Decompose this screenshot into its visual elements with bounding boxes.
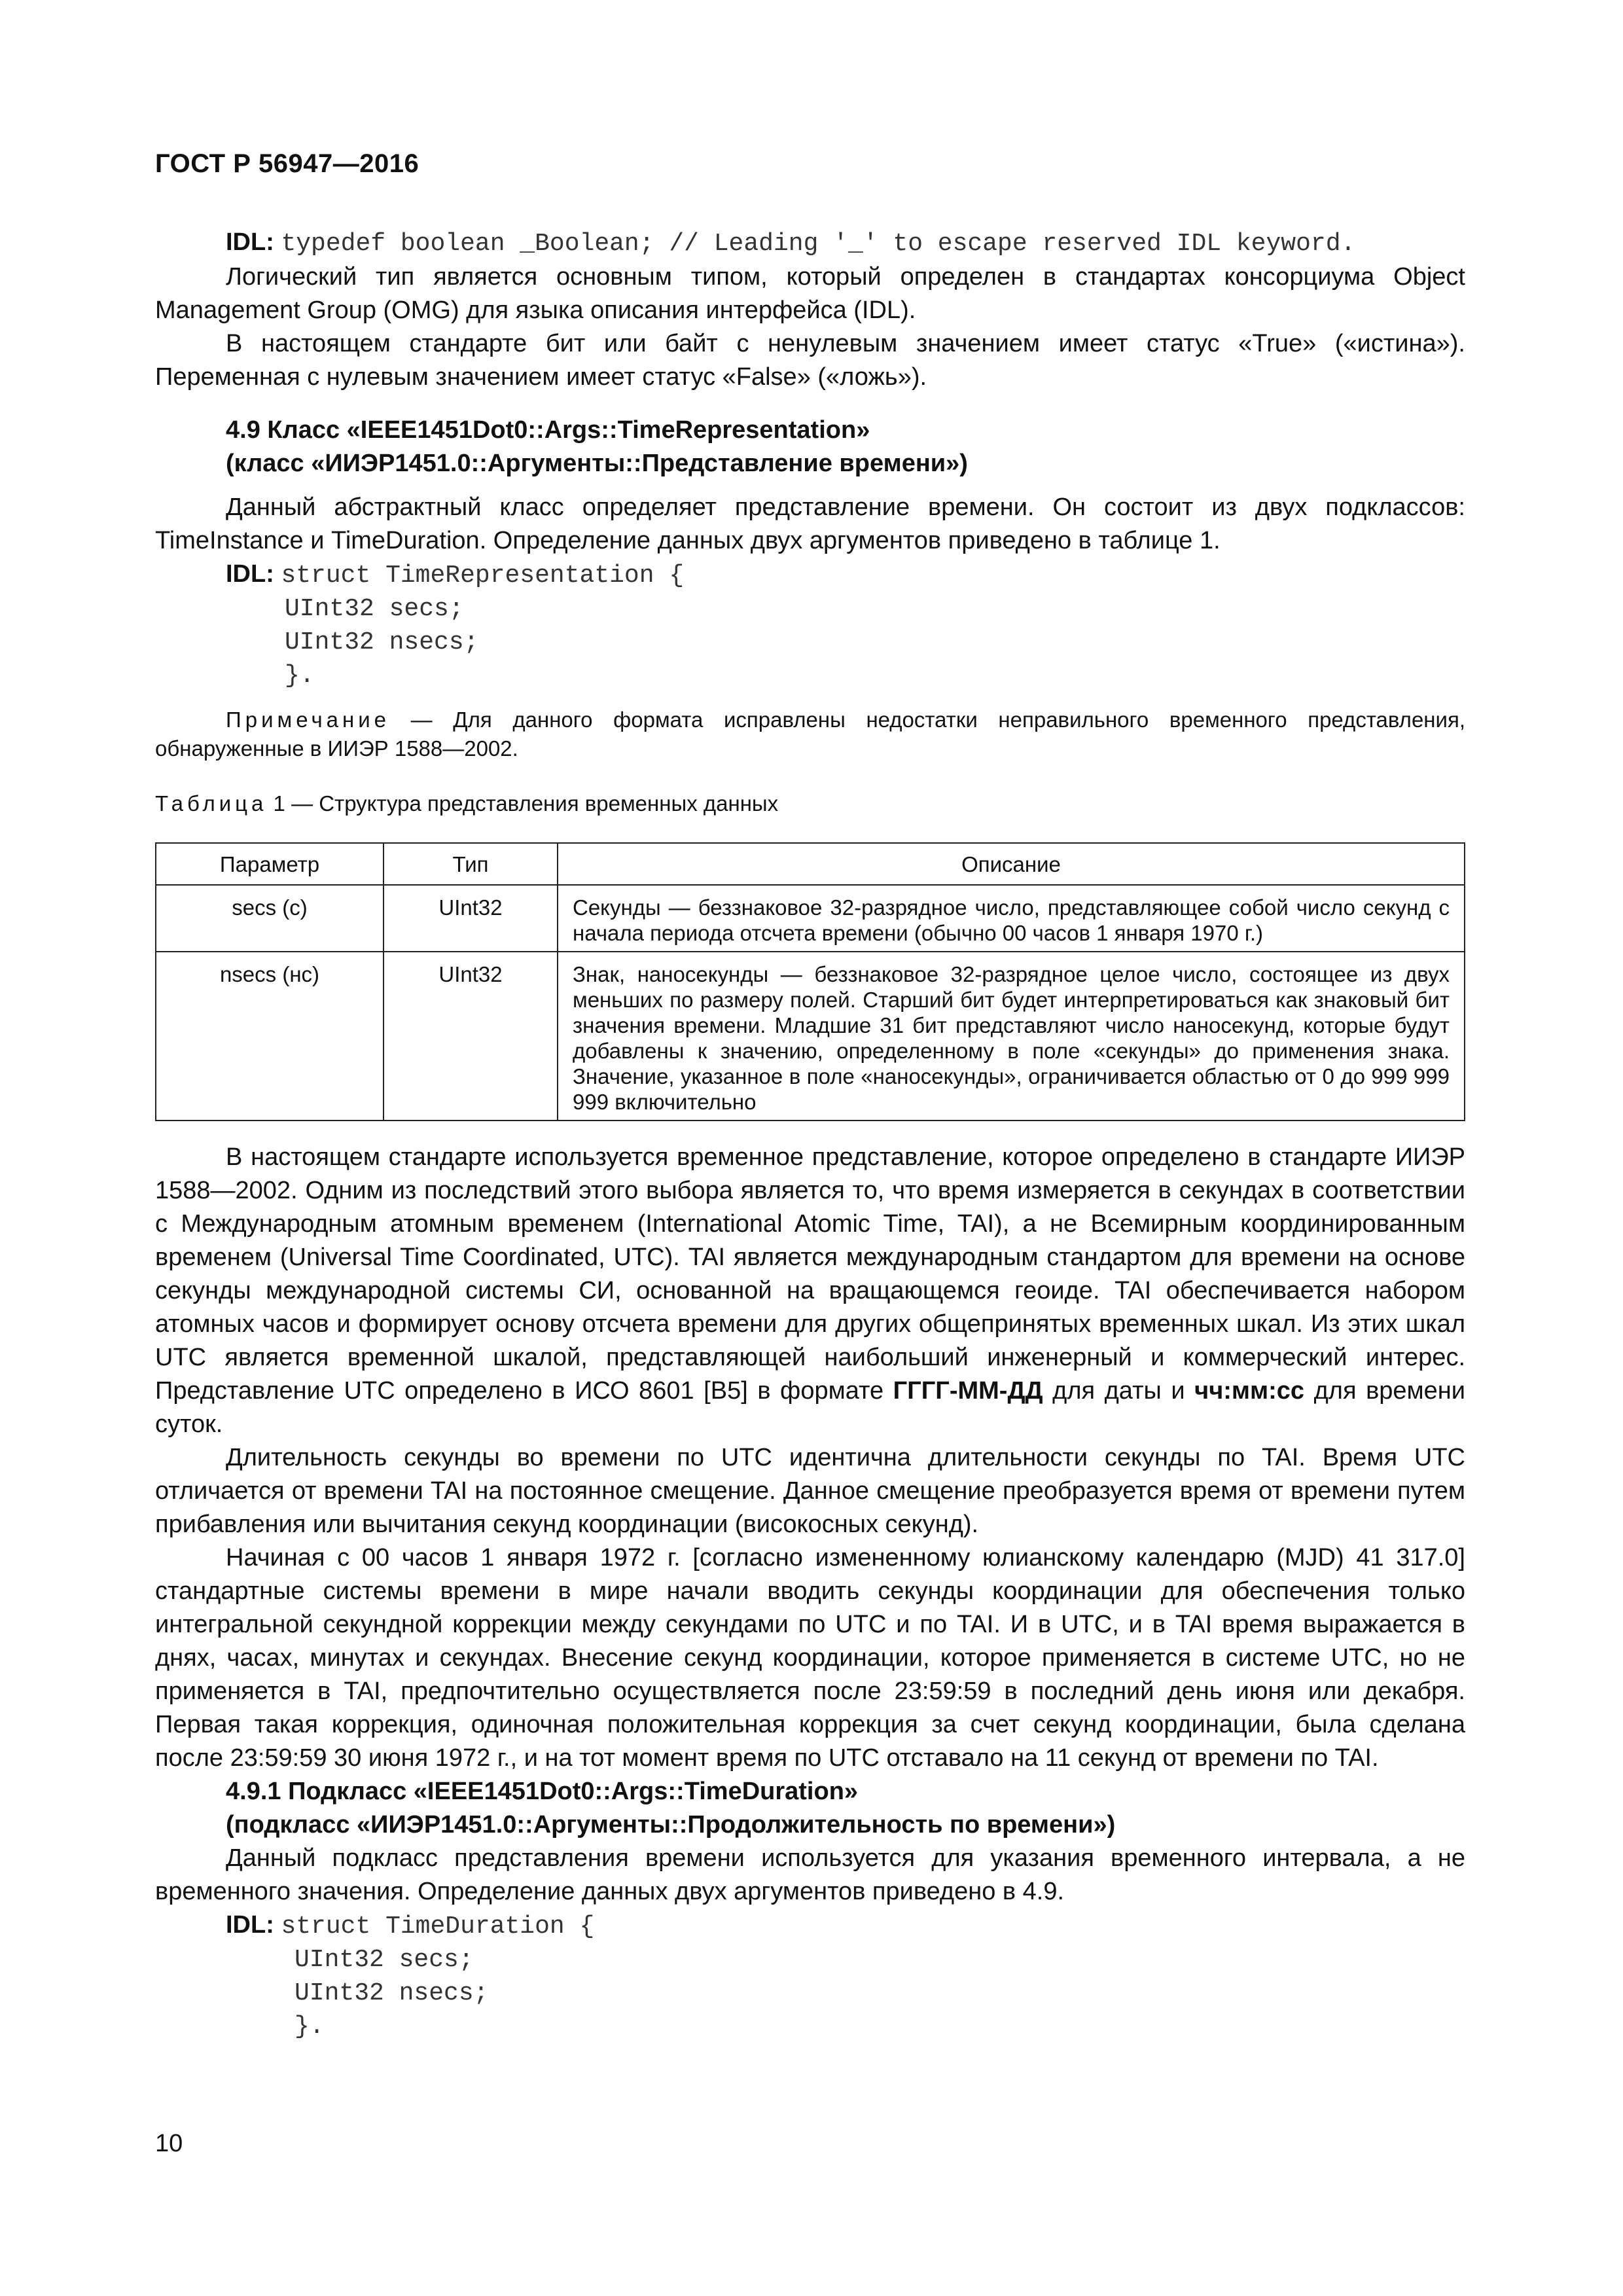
document-header: ГОСТ Р 56947—2016 xyxy=(155,149,419,178)
table-cell-type: UInt32 xyxy=(383,952,558,1121)
table-cell-description: Знак, наносекунды — беззнаковое 32-разрядное целое число, состоящее из двух меньших по размеру полей. Старший бит будет интерпретироваться как знаковый бит значения времени. Младшие 31 бит представляют число наносекунд, которые будут добавлены к значению, определенному в поле «секунды» до применения знака. Значение, указанное в поле «наносекунды», ограничивается областью от 0 до 999 999 999 включительно xyxy=(558,952,1465,1121)
paragraph-true-false: В настоящем стандарте бит или байт с ненулевым значением имеет статус «True» («истина»). Переменная с нулевым значением имеет статус «False» («ложь»). xyxy=(155,330,1465,391)
table-cell-param: secs (c) xyxy=(156,885,383,952)
section-heading-4-9-1-ru: (подкласс «ИИЭР1451.0::Аргументы::Продолжительность по времени») xyxy=(226,1811,1116,1839)
paragraph-time-duration: Данный подкласс представления времени используется для указания временного интервала, а не временного значения. Определение данных двух аргументов приведено в 4.9. xyxy=(155,1844,1465,1905)
section-heading-4-9-ru: (класс «ИИЭР1451.0::Аргументы::Представление времени») xyxy=(226,450,968,477)
paragraph-text: для даты и xyxy=(1043,1377,1195,1405)
idl-code-line: }. xyxy=(294,2013,325,2041)
table-caption-label: Таблица xyxy=(155,791,268,816)
idl-label: IDL: xyxy=(226,228,274,256)
paragraph-text: для времени суток. xyxy=(155,1377,1466,1438)
paragraph-second-duration: Длительность секунды во времени по UTC идентична длительности секунды по TAI. Время UTC отличается от времени TAI на постоянное смещение. Данное смещение преобразуется время от времени путем прибавления или вычитания секунд координации (високосных секунд). xyxy=(155,1444,1465,1538)
page-content xyxy=(155,226,1465,2043)
idl-code-line: UInt32 secs; xyxy=(285,595,464,623)
column-header-description: Описание xyxy=(558,843,1465,885)
idl-code-line: struct TimeDuration { xyxy=(281,1912,595,1941)
table-cell-type: UInt32 xyxy=(383,885,558,952)
note xyxy=(155,706,1465,763)
table-row xyxy=(156,952,1465,1121)
table-caption-text: 1 — Структура представления временных данных xyxy=(267,791,779,816)
paragraph-leap-seconds-1972: Начиная с 00 часов 1 января 1972 г. [согласно измененному юлианскому календарю (MJD) 41 317.0] стандартные системы времени в мире начали вводить секунды координации для обеспечения только интегральной секундной коррекции между секундами по UTC и по TAI. И в UTC, и в TAI время выражается в днях, часах, минутах и секундах. Внесение секунд координации, которое применяется в системе UTC, но не применяется в TAI, предпочтительно осуществляется после 23:59:59 в последний день июня или декабря. Первая такая коррекция, одиночная положительная коррекция за счет секунд координации, была сделана после 23:59:59 30 июня 1972 г., и на тот момент время по UTC отставало на 11 секунд от времени по TAI. xyxy=(155,1544,1465,1772)
paragraph-boolean-type: Логический тип является основным типом, который определен в стандартах консорциума Object Management Group (OMG) для языка описания интерфейса (IDL). xyxy=(155,263,1465,324)
paragraph-time-representation: Данный абстрактный класс определяет представление времени. Он состоит из двух подклассов: TimeInstance и TimeDuration. Определение данных двух аргументов приведено в таблице 1. xyxy=(155,493,1465,554)
page-number: 10 xyxy=(155,2130,183,2157)
note-label: Примечание xyxy=(226,708,391,732)
paragraph-tai-utc xyxy=(155,1141,1465,1441)
idl-time-duration xyxy=(226,1909,1465,1943)
table-cell-description: Секунды — беззнаковое 32-разрядное число, представляющее собой число секунд с начала периода отсчета времени (обычно 00 часов 1 января 1970 г.) xyxy=(558,885,1465,952)
paragraph-text: В настоящем стандарте используется временное представление, которое определено в стандарте ИИЭР 1588—2002. Одним из последствий этого выбора является то, что время измеряется в секундах в соответствии с Международным атомным временем (International Atomic Time, TAI), а не Всемирным координированным временем (Universal Time Coordinated, UTC). TAI является международным стандартом для времени на основе секунды международной системы СИ, основанной на вращающемся геоиде. TAI обеспечивается набором атомных часов и формирует основу отсчета времени для других общепринятых временных шкал. Из этих шкал UTC является временной шкалой, представляющей наибольший инженерный и коммерческий интерес. Представление UTC определено в ИСО 8601 [B5] в формате xyxy=(155,1143,1465,1405)
column-header-type: Тип xyxy=(383,843,558,885)
idl-code-line: UInt32 nsecs; xyxy=(285,628,479,656)
table-row xyxy=(156,885,1465,952)
time-format: чч:мм:сс xyxy=(1194,1377,1305,1405)
table-cell-param: nsecs (нс) xyxy=(156,952,383,1121)
idl-label: IDL: xyxy=(226,1911,274,1939)
idl-code-line: UInt32 secs; xyxy=(294,1946,474,1974)
idl-code-line: struct TimeRepresentation { xyxy=(281,562,685,590)
idl-code: typedef boolean _Boolean; // Leading '_' to escape reserved IDL keyword. xyxy=(281,230,1356,258)
table-caption xyxy=(155,787,1465,820)
idl-time-representation xyxy=(226,558,1465,592)
date-format: ГГГГ-ММ-ДД xyxy=(893,1377,1043,1405)
table-header-row xyxy=(156,843,1465,885)
column-header-parameter: Параметр xyxy=(156,843,383,885)
note-text: — Для данного формата исправлены недостатки неправильного временного представления, обнаруженные в ИИЭР 1588—2002. xyxy=(155,708,1465,761)
idl-label: IDL: xyxy=(226,560,274,588)
idl-boolean xyxy=(226,226,1465,260)
time-structure-table xyxy=(155,842,1465,1121)
idl-code-line: }. xyxy=(285,662,315,690)
section-heading-4-9-1: 4.9.1 Подкласс «IEEE1451Dot0::Args::TimeDuration» xyxy=(226,1778,859,1805)
idl-code-line: UInt32 nsecs; xyxy=(294,1979,489,2007)
section-heading-4-9: 4.9 Класс «IEEE1451Dot0::Args::TimeRepresentation» xyxy=(226,416,870,444)
